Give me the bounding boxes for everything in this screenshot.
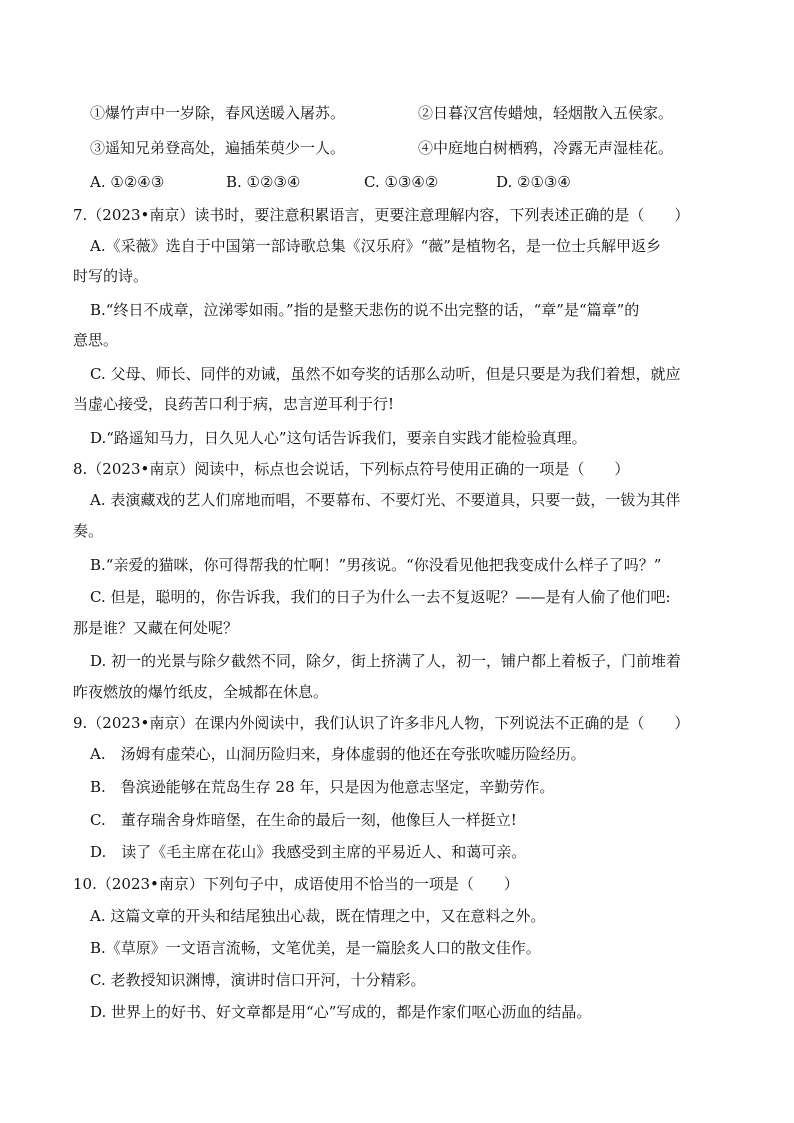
q10-stem: 10.（2023•南京）下列句子中，成语使用不恰当的一项是（ ）	[73, 875, 519, 893]
q8-option-c-cont: 那是谁？又藏在何处呢？	[73, 619, 239, 637]
q7-option-a-cont: 时写的诗。	[73, 267, 149, 285]
q8-option-a-cont: 奏。	[73, 522, 104, 540]
q7-option-a: A.《采薇》选自于中国第一部诗歌总集《汉乐府》“薇”是植物名，是一位士兵解甲返乡	[90, 237, 661, 255]
q7-option-b-cont: 意思。	[73, 331, 119, 349]
q6-choice-b: B. ①②③④	[226, 173, 301, 191]
poem-line-4: ④中庭地白树栖鸦，冷露无声湿桂花。	[418, 139, 674, 157]
q10-option-d: D. 世界上的好书、好文章都是用“心”写成的，都是作家们呕心沥血的结晶。	[90, 1003, 592, 1021]
q7-option-d: D.“路遥知马力，日久见人心”这句话告诉我们，要亲自实践才能检验真理。	[90, 429, 587, 447]
q7-option-c: C. 父母、师长、同伴的劝诫，虽然不如夸奖的话那么动听，但是只要是为我们着想，就应	[90, 365, 681, 383]
poem-line-1: ①爆竹声中一岁除，春风送暖入屠苏。	[90, 104, 346, 122]
q10-option-c: C. 老教授知识渊博，演讲时信口开河，十分精彩。	[90, 971, 426, 989]
q9-option-c: C. 董存瑞舍身炸暗堡，在生命的最后一刻，他像巨人一样挺立!	[90, 811, 517, 829]
q8-option-d: D. 初一的光景与除夕截然不同，除夕，街上挤满了人，初一，铺户都上着板子，门前堆着	[90, 652, 682, 670]
q9-option-a: A. 汤姆有虚荣心，山洞历险归来，身体虚弱的他还在夸张吹嘘历险经历。	[90, 745, 586, 763]
q9-stem: 9.（2023•南京）在课内外阅读中，我们认识了许多非凡人物，下列说法不正确的是（ ）	[73, 714, 690, 732]
q6-choice-c: C. ①③④②	[364, 173, 439, 191]
q8-option-d-cont: 昨夜燃放的爆竹纸皮，全城都在休息。	[73, 683, 329, 701]
poem-line-3: ③遥知兄弟登高处，遍插茱萸少一人。	[90, 139, 346, 157]
q8-option-a: A. 表演藏戏的艺人们席地而唱，不要幕布、不要灯光、不要道具，只要一鼓，一钹为其伴	[90, 491, 681, 509]
q7-stem: 7.（2023•南京）读书时，要注意积累语言，更要注意理解内容，下列表述正确的是（ ）	[73, 206, 690, 224]
poem-line-2: ②日暮汉宫传蜡烛，轻烟散入五侯家。	[418, 104, 674, 122]
q8-option-b: B.“亲爱的猫咪，你可得帮我的忙啊！”男孩说。“你没看见他把我变成什么样子了吗？”	[90, 556, 662, 574]
q8-stem: 8.（2023•南京）阅读中，标点也会说话，下列标点符号使用正确的一项是（ ）	[73, 460, 630, 478]
q6-choice-d: D. ②①③④	[496, 173, 571, 191]
q7-option-c-cont: 当虚心接受，良药苦口利于病，忠言逆耳利于行!	[73, 395, 395, 413]
q10-option-a: A. 这篇文章的开头和结尾独出心裁，既在情理之中，又在意料之外。	[90, 907, 546, 925]
q8-option-c: C. 但是，聪明的，你告诉我，我们的日子为什么一去不复返呢？——是有人偷了他们吧:	[90, 588, 671, 606]
q10-option-b: B.《草原》一文语言流畅，文笔优美，是一篇脍炙人口的散文佳作。	[90, 939, 541, 957]
q6-choice-a: A. ①②④③	[90, 173, 165, 191]
q9-option-d: D. 读了《毛主席在花山》我感受到主席的平易近人、和蔼可亲。	[90, 843, 527, 861]
q9-option-b: B. 鲁滨逊能够在荒岛生存 28 年，只是因为他意志坚定，辛勤劳作。	[90, 778, 555, 796]
q7-option-b: B.“终日不成章，泣涕零如雨。”指的是整天悲伤的说不出完整的话，“章”是“篇章”的	[90, 301, 640, 319]
